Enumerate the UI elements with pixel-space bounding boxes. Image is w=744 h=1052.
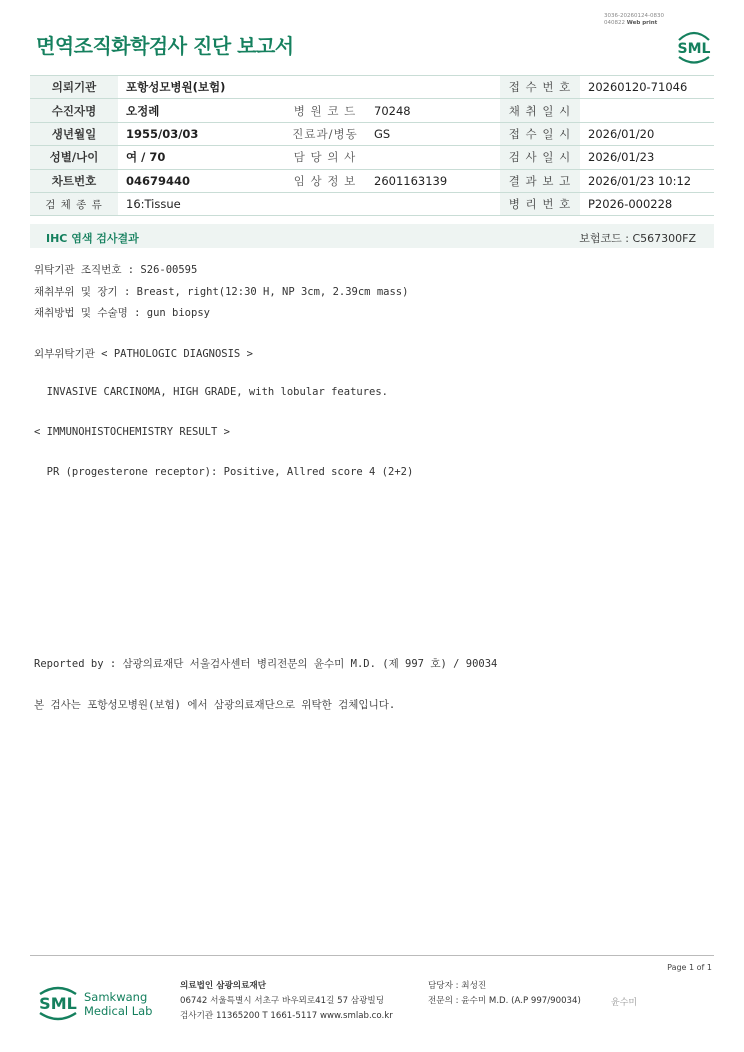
print-id: 3036-20260124-0830	[604, 13, 664, 19]
footer-divider	[30, 955, 714, 956]
collection-method-line: 채취방법 및 수술명 : gun biopsy	[34, 307, 210, 319]
value-collection-date	[580, 99, 714, 122]
label-doctor: 담 당 의 사	[284, 146, 366, 169]
samkwang-logo-icon	[36, 980, 152, 1026]
value-chart-no: 04679440	[118, 169, 284, 192]
value-hospital-code: 70248	[366, 99, 500, 122]
diagnosis-text: INVASIVE CARCINOMA, HIGH GRADE, with lobular features.	[34, 386, 389, 398]
svg-text:Samkwang: Samkwang	[84, 990, 148, 1004]
value-department: GS	[366, 122, 500, 145]
value-test-date: 2026/01/23	[580, 146, 714, 169]
ihc-result-text: PR (progesterone receptor): Positive, Allred score 4 (2+2)	[34, 466, 414, 478]
footer-org: 의료법인 삼광의료재단	[180, 981, 267, 991]
value-receipt-no: 20260120-71046	[580, 76, 714, 99]
signature: 윤수미	[611, 998, 638, 1008]
value-sex-age: 여 / 70	[118, 146, 284, 169]
table-row	[30, 146, 714, 169]
footer-contact: 검사기관 11365200 T 1661-5117 www.smlab.co.kr	[180, 1011, 393, 1021]
print-meta	[604, 13, 664, 27]
label-receipt-no: 접 수 번 호	[500, 76, 580, 99]
label-sex-age: 성별/나이	[30, 146, 118, 169]
value-birth-date: 1955/03/03	[118, 122, 284, 145]
label-department: 진료과/병동	[284, 122, 366, 145]
label-hospital-code: 병 원 코 드	[284, 99, 366, 122]
label-patient-name: 수진자명	[30, 99, 118, 122]
label-chart-no: 차트번호	[30, 169, 118, 192]
label-birth-date: 생년월일	[30, 122, 118, 145]
value-specimen-type: 16:Tissue	[118, 192, 500, 215]
table-row	[30, 99, 714, 122]
reported-by: Reported by : 삼광의료재단 서울검사센터 병리전문의 윤수미 M.D. (제 997 호) / 90034	[34, 658, 498, 670]
table-row	[30, 169, 714, 192]
insurance-code: 보험코드 : C567300FZ	[579, 232, 696, 245]
table-row	[30, 192, 714, 215]
specimen-id-line: 위탁기관 조직번호 : S26-00595	[34, 264, 198, 276]
report-title: 면역조직화학검사 진단 보고서	[36, 34, 294, 58]
value-requester: 포항성모병원(보험)	[118, 76, 500, 99]
patient-info-table	[30, 75, 714, 216]
footer-specialist: 전문의 : 윤수미 M.D. (A.P 997/90034)	[428, 996, 581, 1006]
print-time: 040822 Web print	[604, 20, 658, 26]
table-row	[30, 76, 714, 99]
sml-logo-icon	[672, 26, 716, 66]
label-specimen-type: 검 체 종 류	[30, 192, 118, 215]
value-pathology-no: P2026-000228	[580, 192, 714, 215]
label-collection-date: 채 취 일 시	[500, 99, 580, 122]
value-patient-name: 오정례	[118, 99, 284, 122]
footer-manager: 담당자 : 최성진	[428, 981, 487, 991]
diagnosis-heading: 외부위탁기관 < PATHOLOGIC DIAGNOSIS >	[34, 348, 253, 360]
label-receipt-date: 접 수 일 시	[500, 122, 580, 145]
svg-text:Medical Lab: Medical Lab	[84, 1004, 152, 1018]
label-test-date: 검 사 일 시	[500, 146, 580, 169]
label-result-report: 결 과 보 고	[500, 169, 580, 192]
svg-text:SML: SML	[39, 994, 77, 1013]
consignment-note: 본 검사는 포항성모병원(보험) 에서 삼광의료재단으로 위탁한 검체입니다.	[34, 699, 396, 711]
ihc-section-title: IHC 염색 검사결과	[46, 232, 139, 245]
value-result-report: 2026/01/23 10:12	[580, 169, 714, 192]
footer-address: 06742 서울특별시 서초구 바우뫼로41길 57 삼광빌딩	[180, 996, 384, 1006]
value-clinical-info: 2601163139	[366, 169, 500, 192]
value-receipt-date: 2026/01/20	[580, 122, 714, 145]
svg-text:SML: SML	[677, 41, 711, 57]
label-clinical-info: 임 상 정 보	[284, 169, 366, 192]
page-number: Page 1 of 1	[667, 963, 712, 972]
label-requester: 의뢰기관	[30, 76, 118, 99]
label-pathology-no: 병 리 번 호	[500, 192, 580, 215]
value-doctor	[366, 146, 500, 169]
collection-site-line: 채취부위 및 장기 : Breast, right(12:30 H, NP 3cm, 2.39cm mass)	[34, 286, 409, 298]
table-row	[30, 122, 714, 145]
ihc-result-heading: < IMMUNOHISTOCHEMISTRY RESULT >	[34, 426, 230, 438]
